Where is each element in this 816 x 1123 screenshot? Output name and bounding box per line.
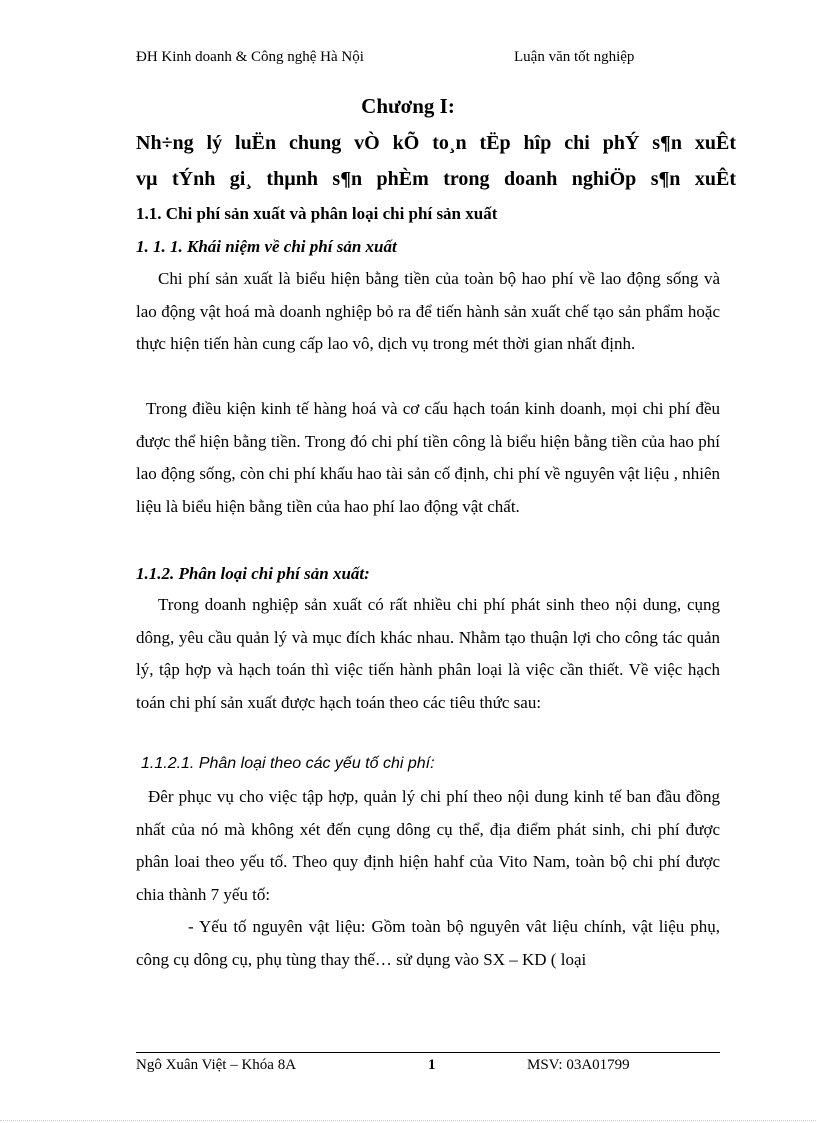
footer-student-id: MSV: 03A01799	[527, 1057, 630, 1073]
paragraph-material-element: - Yếu tố nguyên vật liệu: Gồm toàn bộ nguyên vât liệu chính, vật liệu phụ, công cụ dông cụ, phụ tùng thay thế… sử dụng vào SX – KD ( loại	[136, 917, 720, 969]
section-heading-1-1-2: 1.1.2. Phân loại chi phí sản xuất:	[136, 564, 370, 583]
header-doc-type: Luận văn tốt nghiệp	[514, 49, 635, 65]
footer-divider	[136, 1052, 720, 1053]
paragraph-cost-elements: Đêr phục vụ cho việc tập hợp, quản lý chi phí theo nội dung kinh tế ban đầu đồng nhất của nó mà không xét đến cụng dông cụ thể, địa điểm phát sinh, chi phí được phân loai theo yếu tố. Theo quy định hiện hahf của Vito Nam, toàn bộ chi phí được chia thành 7 yếu tố:	[136, 787, 720, 904]
section-heading-1-1-1: 1. 1. 1. Khái niệm về chi phí sản xuất	[136, 237, 397, 256]
paragraph-conditions: Trong điều kiện kinh tế hàng hoá và cơ cấu hạch toán kinh doanh, mọi chi phí đều được thể hiện bằng tiền. Trong đó chi phí tiền công là biểu hiện bằng tiền của hao phí lao động sống, còn chi phí khấu hao tài sản cố định, chi phí về nguyên vật liệu , nhiên liệu là biểu hiện bằng tiền của hao phí lao động vật chất.	[136, 399, 720, 516]
paragraph-classification: Trong doanh nghiệp sản xuất có rất nhiều chi phí phát sinh theo nội dung, cụng dông, yêu cầu quản lý và mục đích khác nhau. Nhằm tạo thuận lợi cho công tác quản lý, tập hợp và hạch toán thì việc tiến hành phân loại là việc cần thiết. Về việc hạch toán chi phí sản xuất được hạch toán theo các tiêu thức sau:	[136, 595, 720, 712]
section-heading-1-1: 1.1. Chi phí sản xuất và phân loại chi phí sản xuất	[136, 204, 498, 223]
page-edge	[0, 1120, 816, 1121]
header-school: ĐH Kinh doanh & Công nghệ Hà Nội	[136, 49, 364, 65]
section-heading-1-1-2-1: 1.1.2.1. Phân loại theo các yếu tố chi phí:	[141, 755, 435, 772]
footer-author: Ngô Xuân Việt – Khóa 8A	[136, 1057, 297, 1073]
chapter-title-line2: vµ tÝnh gi¸ thµnh s¶n phÈm trong doanh nghiÖp s¶n xuÊt	[136, 168, 736, 190]
paragraph-definition: Chi phí sản xuất là biểu hiện bằng tiền của toàn bộ hao phí về lao động sống và lao động vật hoá mà doanh nghiệp bỏ ra để tiến hành sản xuất chế tạo sản phẩm hoặc thực hiện tiến hàn cung cấp lao vô, dịch vụ trong mét thời gian nhất định.	[136, 269, 720, 354]
chapter-label: Chương I:	[361, 94, 455, 118]
chapter-title-line1: Nh÷ng lý luËn chung vÒ kÕ to¸n tËp hîp chi phÝ s¶n xuÊt	[136, 132, 736, 154]
footer-page-number: 1	[428, 1057, 436, 1073]
